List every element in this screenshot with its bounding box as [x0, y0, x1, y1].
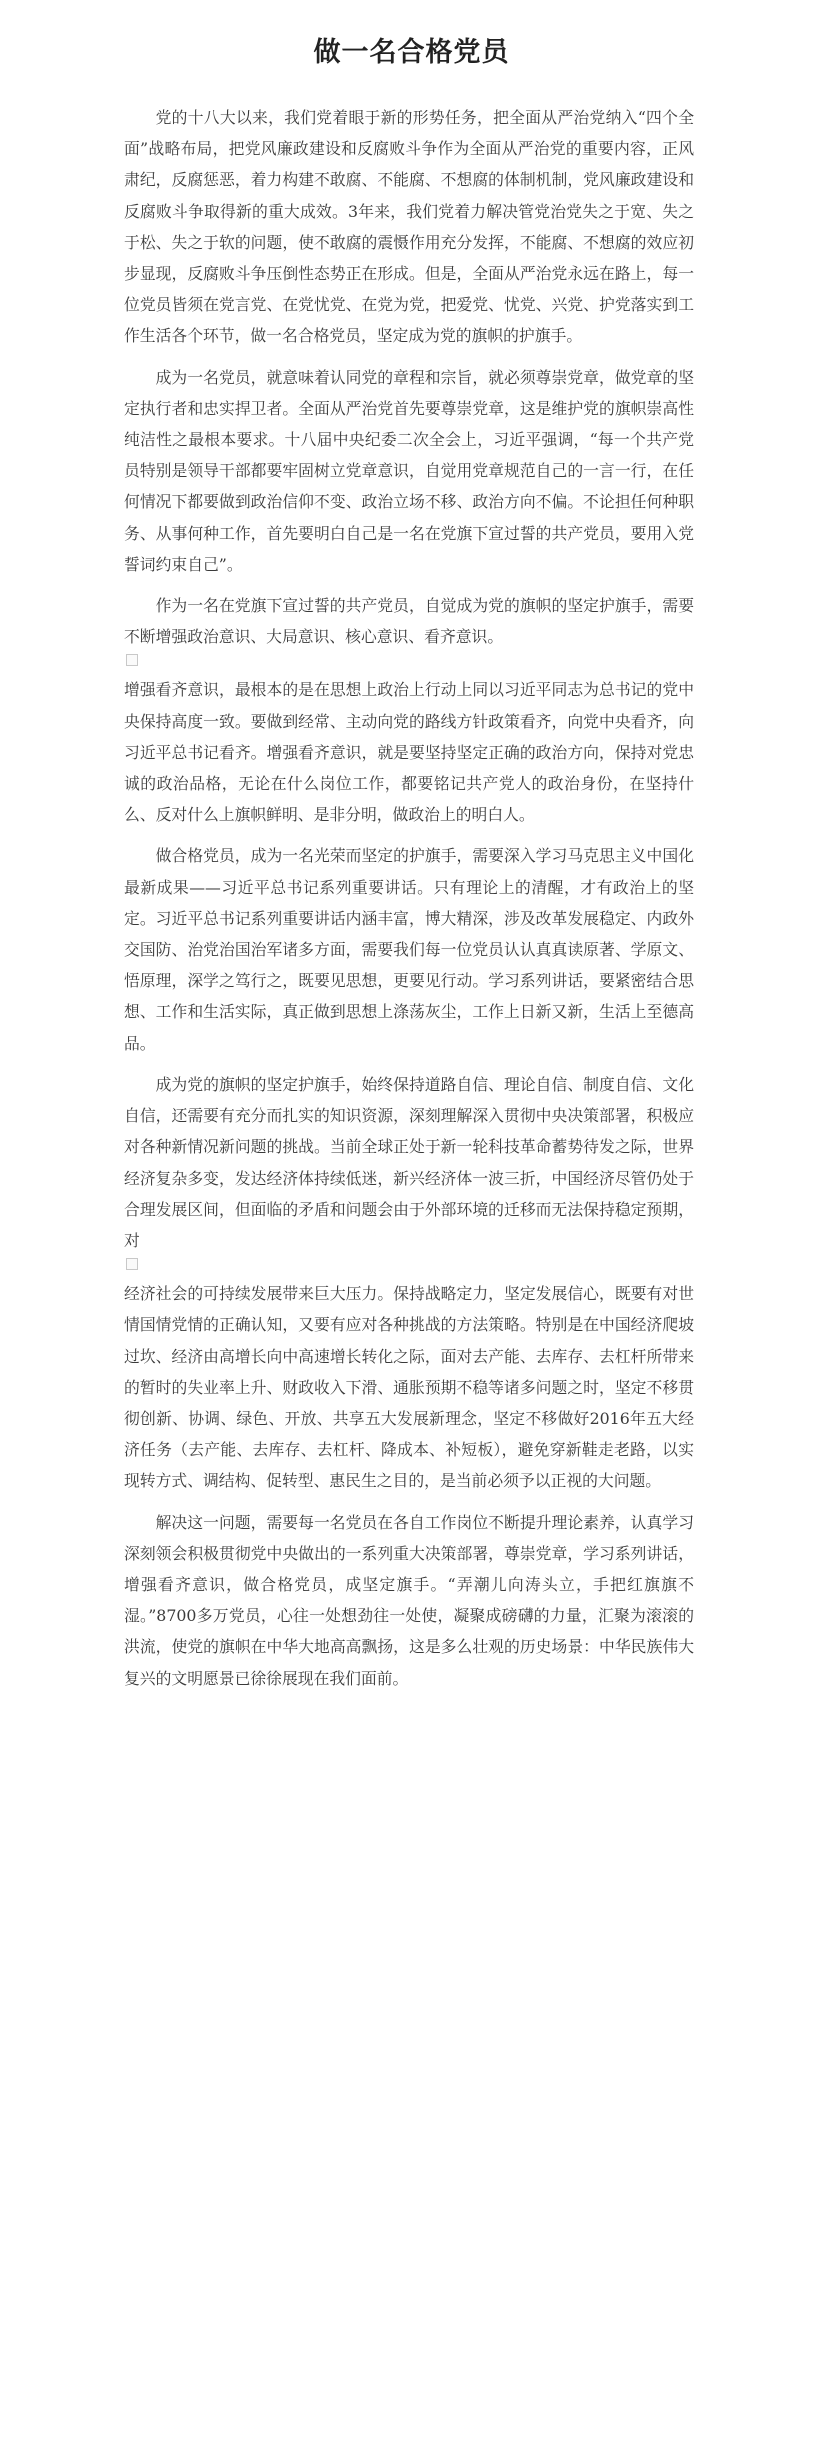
- broken-image-placeholder-2: [126, 1258, 138, 1270]
- article-paragraph-3: 作为一名在党旗下宣过誓的共产党员，自觉成为党的旗帜的坚定护旗手，需要不断增强政治意识、大局意识、核心意识、看齐意识。: [124, 596, 694, 647]
- article-paragraph-4: 做合格党员，成为一名光荣而坚定的护旗手，需要深入学习马克思主义中国化最新成果——习近平总书记系列重要讲话。只有理论上的清醒，才有政治上的坚定。习近平总书记系列重要讲话内涵丰富，博大精深，涉及改革发展稳定、内政外交国防、治党治国治军诸多方面，需要我们每一位党员认认真真读原著、学原文、悟原理，深学之笃行之，既要见思想，更要见行动。学习系列讲话，要紧密结合思想、工作和生活实际，真正做到思想上涤荡灰尘，工作上日新又新，生活上至德高品。: [124, 846, 694, 1053]
- article-paragraph-1: 党的十八大以来，我们党着眼于新的形势任务，把全面从严治党纳入“四个全面”战略布局，把党风廉政建设和反腐败斗争作为全面从严治党的重要内容，正风肃纪，反腐惩恶，着力构建不敢腐、不能腐、不想腐的体制机制，党风廉政建设和反腐败斗争取得新的重大成效。3年来，我们党着力解决管党治党失之于宽、失之于松、失之于软的问题，使不敢腐的震慑作用充分发挥，不能腐、不想腐的效应初步显现，反腐败斗争压倒性态势正在形成。但是，全面从严治党永远在路上，每一位党员皆须在党言党、在党忧党、在党为党，把爱党、忧党、兴党、护党落实到工作生活各个环节，做一名合格党员，坚定成为党的旗帜的护旗手。: [124, 108, 694, 346]
- broken-image-placeholder-1: [126, 654, 138, 666]
- article-body: [124, 102, 694, 1704]
- article-paragraph-5: 成为党的旗帜的坚定护旗手，始终保持道路自信、理论自信、制度自信、文化自信，还需要有充分而扎实的知识资源，深刻理解深入贯彻中央决策部署，积极应对各种新情况新问题的挑战。当前全球正处于新一轮科技革命蓄势待发之际，世界经济复杂多变，发达经济体持续低迷，新兴经济体一波三折，中国经济尽管仍处于合理发展区间，但面临的矛盾和问题会由于外部环境的迁移而无法保持稳定预期，对: [124, 1074, 694, 1250]
- article-paragraph-6: 解决这一问题，需要每一名党员在各自工作岗位不断提升理论素养，认真学习深刻领会积极贯彻党中央做出的一系列重大决策部署，尊崇党章，学习系列讲话，增强看齐意识，做合格党员，成坚定旗手。“弄潮儿向涛头立，手把红旗旗不湿。”8700多万党员，心往一处想劲往一处使，凝聚成磅礴的力量，汇聚为滚滚的洪流，使党的旗帜在中华大地高高飘扬，这是多么壮观的历史场景：中华民族伟大复兴的文明愿景已徐徐展现在我们面前。: [124, 1512, 694, 1688]
- article-paragraph-3-continued: 增强看齐意识，最根本的是在思想上政治上行动上同以习近平同志为总书记的党中央保持高度一致。要做到经常、主动向党的路线方针政策看齐，向党中央看齐，向习近平总书记看齐。增强看齐意识，就是要坚持坚定正确的政治方向，保持对党忠诚的政治品格，无论在什么岗位工作，都要铭记共产党人的政治身份，在坚持什么、反对什么上旗帜鲜明、是非分明，做政治上的明白人。: [124, 680, 694, 825]
- article-title: 做一名合格党员: [313, 37, 510, 69]
- article-paragraph-2: 成为一名党员，就意味着认同党的章程和宗旨，就必须尊崇党章，做党章的坚定执行者和忠实捍卫者。全面从严治党首先要尊崇党章，这是维护党的旗帜崇高性纯洁性之最根本要求。十八届中央纪委二次全会上，习近平强调，“每一个共产党员特别是领导干部都要牢固树立党章意识，自觉用党章规范自己的一言一行，在任何情况下都要做到政治信仰不变、政治立场不移、政治方向不偏。不论担任何种职务、从事何种工作，首先要明白自己是一名在党旗下宣过誓的共产党员，要用入党誓词约束自己”。: [124, 367, 694, 574]
- article-paragraph-5-continued: 经济社会的可持续发展带来巨大压力。保持战略定力，坚定发展信心，既要有对世情国情党情的正确认知，又要有应对各种挑战的方法策略。特别是在中国经济爬坡过坎、经济由高增长向中高速增长转化之际，面对去产能、去库存、去杠杆所带来的暂时的失业率上升、财政收入下滑、通胀预期不稳等诸多问题之时，坚定不移贯彻创新、协调、绿色、开放、共享五大发展新理念，坚定不移做好2016年五大经济任务（去产能、去库存、去杠杆、降成本、补短板），避免穿新鞋走老路，以实现转方式、调结构、促转型、惠民生之目的，是当前必须予以正视的大问题。: [124, 1284, 694, 1491]
